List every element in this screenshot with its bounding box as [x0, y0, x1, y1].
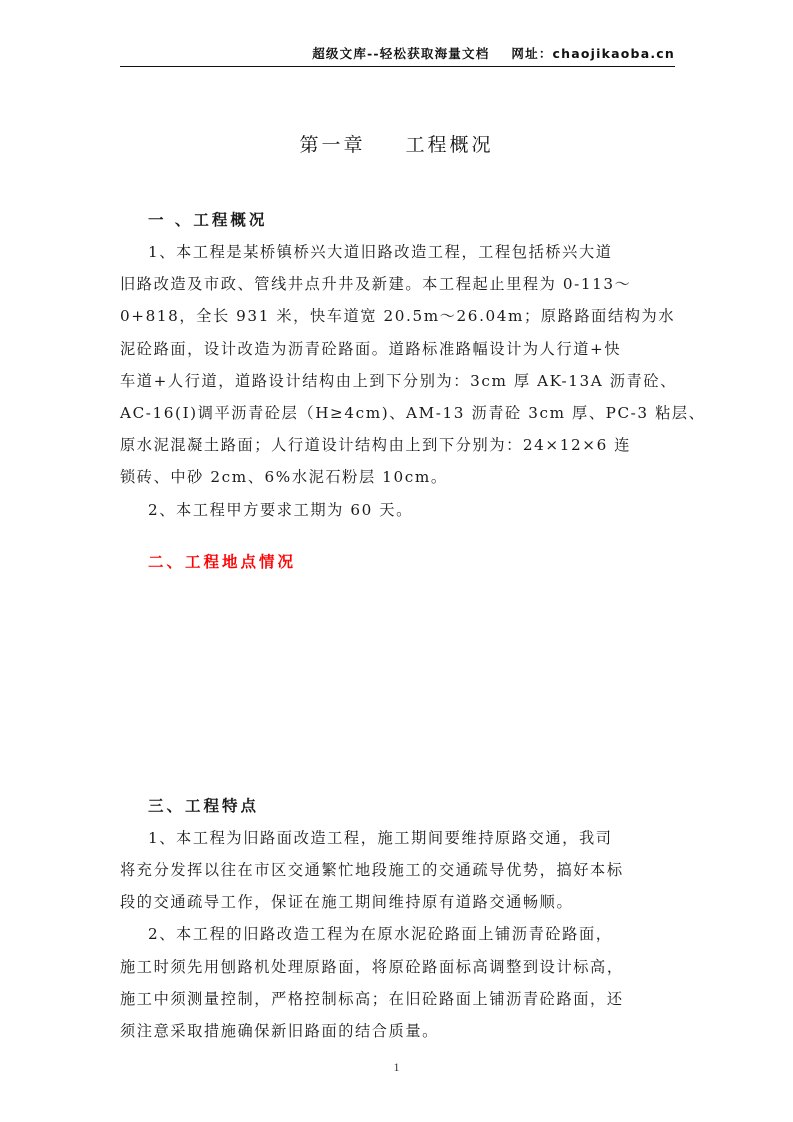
page-number: 1	[393, 1060, 400, 1074]
text-line: 1、本工程为旧路面改造工程，施工期间要维持原路交通，我司	[148, 828, 613, 847]
text-line: 车道+人行道，道路设计结构由上到下分别为：3cm 厚 AK-13A 沥青砼、	[120, 371, 677, 390]
page-header	[120, 44, 675, 67]
section-heading-overview: 一 、工程概况	[148, 211, 268, 229]
text-line: 1、本工程是某桥镇桥兴大道旧路改造工程，工程包括桥兴大道	[148, 243, 613, 261]
text-line: 2、本工程的旧路改造工程为在原水泥砼路面上铺沥青砼路面，	[148, 925, 613, 944]
chapter-name: 工程概况	[405, 134, 494, 156]
text-line: AC-16(I)调平沥青砼层（H≥4cm)、AM-13 沥青砼 3cm 厚、PC-3 粘层、	[120, 404, 706, 423]
text-line: 锁砖、中砂 2cm、6%水泥石粉层 10cm。	[120, 468, 448, 487]
text-line: 施工时须先用刨路机处理原路面，将原砼路面标高调整到设计标高，	[120, 957, 624, 976]
text-line: 旧路改造及市政、管线井点升井及新建。本工程起止里程为 0-113～	[120, 275, 632, 294]
section-heading-features: 三、工程特点	[148, 796, 260, 815]
text-line: 2、本工程甲方要求工期为 60 天。	[148, 500, 413, 519]
paragraph	[120, 918, 670, 1047]
header-url: 网址：chaojikaoba.cn	[511, 46, 675, 61]
text-line: 施工中须测量控制，严格控制标高；在旧砼路面上铺沥青砼路面，还	[120, 989, 624, 1008]
text-line: 泥砼路面，设计改造为沥青砼路面。道路标准路幅设计为人行道+快	[120, 339, 622, 358]
paragraph	[120, 236, 706, 494]
spacer	[120, 578, 670, 790]
text-line: 须注意采取措施确保新旧路面的结合质量。	[120, 1022, 439, 1041]
document-body	[120, 204, 706, 1047]
paragraph	[120, 822, 670, 919]
header-site-name: 超级文库--轻松获取海量文档	[312, 46, 490, 61]
spacer	[120, 526, 670, 546]
paragraph	[120, 494, 670, 526]
chapter-number: 第一章	[299, 134, 366, 156]
text-line: 段的交通疏导工作，保证在施工期间维持原有道路交通畅顺。	[120, 893, 574, 912]
text-line: 原水泥混凝土路面；人行道设计结构由上到下分别为：24×12×6 连	[120, 436, 632, 455]
text-line: 将充分发挥以往在市区交通繁忙地段施工的交通疏导优势，搞好本标	[120, 861, 624, 880]
text-line: 0+818，全长 931 米，快车道宽 20.5m～26.04m；原路路面结构为水	[120, 307, 676, 326]
section-heading-location: 二、工程地点情况	[148, 552, 297, 571]
chapter-title	[0, 130, 793, 157]
